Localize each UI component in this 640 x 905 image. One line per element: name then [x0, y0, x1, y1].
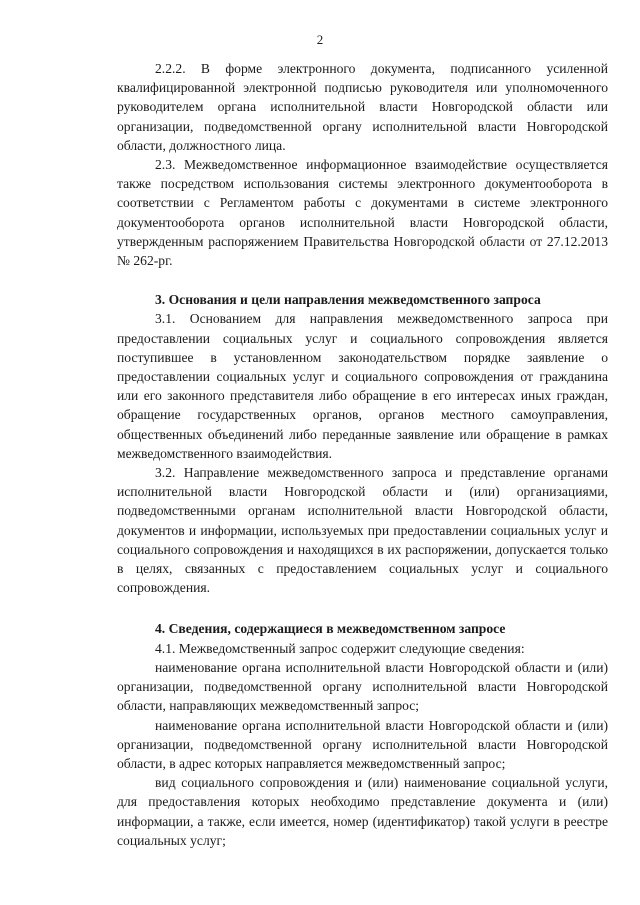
document-body: [117, 59, 608, 850]
section-4-heading: 4. Сведения, содержащиеся в межведомственном запросе: [155, 621, 506, 637]
paragraph-4-1: 4.1. Межведомственный запрос содержит следующие сведения:: [155, 640, 525, 656]
paragraph-3-2: 3.2. Направление межведомственного запроса и представление органами исполнительной власти Новгородской области и (или) организациями, подведомственными органам исполнительной власти Новгородской области, документов и информации, используемых при предоставлении социальных услуг и социального сопровождения и находящихся в их распоряжении, допускается только в целях, связанных с предоставлением социальных услуг и социального сопровождения.: [117, 465, 608, 596]
paragraph-4-1-item-3: вид социального сопровождения и (или) наименование социальной услуги, для предоставления которых необходимо представление документа и (или) информации, а также, если имеется, номер (идентификатор) такой услуги в реестре социальных услуг;: [117, 775, 608, 848]
paragraph-4-1-item-1: наименование органа исполнительной власти Новгородской области и (или) организации, подведомственной органу исполнительной власти Новгородской области, направляющих межведомственный запрос;: [117, 659, 608, 714]
paragraph-2-2-2: 2.2.2. В форме электронного документа, подписанного усиленной квалифицированной электронной подписью руководителя или уполномоченного руководителем органа исполнительной власти Новгородской области или организации, подведомственной органу исполнительной власти Новгородской области, должностного лица.: [117, 61, 608, 153]
page-number: 2: [316, 32, 324, 47]
paragraph-3-1: 3.1. Основанием для направления межведомственного запроса при предоставлении социальных услуг и социального сопровождения является поступившее в установленном законодательством порядке заявление о предоставлении социальных услуг и социального сопровождения от гражданина или его законного представителя либо обращение в его интересах иных граждан, обращение государственных органов, органов местного самоуправления, общественных объединений либо переданные заявление или обращение в рамках межведомственного взаимодействия.: [117, 311, 608, 461]
paragraph-2-3: 2.3. Межведомственное информационное взаимодействие осуществляется также посредством использования системы электронного документооборота в соответствии с Регламентом работы с документами в системе электронного документооборота органов исполнительной власти Новгородской области, утвержденным распоряжением Правительства Новгородской области от 27.12.2013 № 262-рг.: [117, 157, 608, 269]
paragraph-4-1-item-2: наименование органа исполнительной власти Новгородской области и (или) организации, подведомственной органу исполнительной власти Новгородской области, в адрес которых направляется межведомственный запрос;: [117, 717, 608, 771]
section-3-heading: 3. Основания и цели направления межведомственного запроса: [155, 292, 541, 308]
